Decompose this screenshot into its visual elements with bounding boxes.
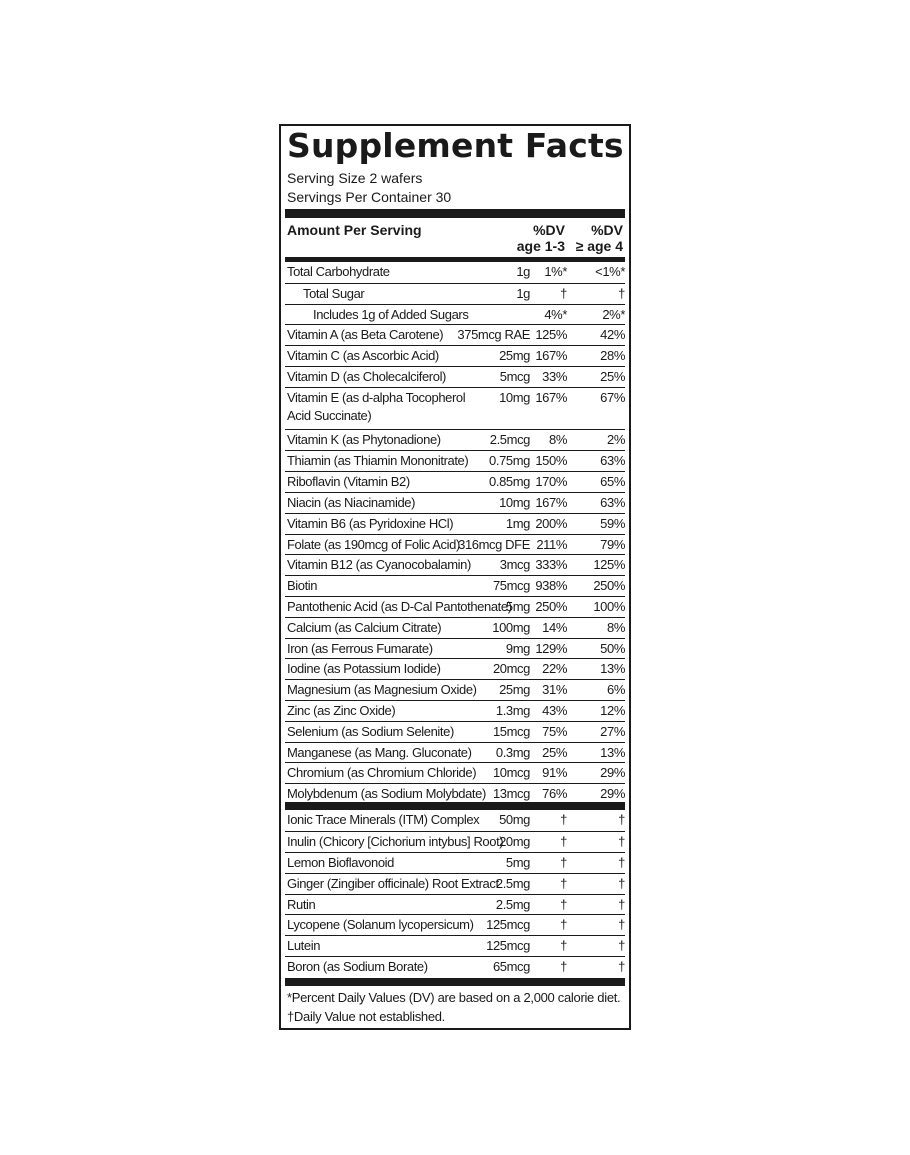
row-dv-age-1-3: †	[560, 855, 567, 870]
row-dv-age-1-3: 43%	[542, 703, 567, 718]
row-dv-age-4: 28%	[600, 348, 625, 363]
section-divider	[285, 802, 625, 810]
row-name: Magnesium (as Magnesium Oxide)	[287, 682, 477, 697]
row-dv-age-4: 42%	[600, 327, 625, 342]
table-row	[285, 956, 625, 979]
row-name: Folate (as 190mcg of Folic Acid)	[287, 537, 460, 552]
row-name: Riboflavin (Vitamin B2)	[287, 474, 410, 489]
row-dv-age-1-3: †	[560, 834, 567, 849]
row-dv-age-1-3: 14%	[542, 620, 567, 635]
row-name: Rutin	[287, 897, 316, 912]
thick-divider	[285, 209, 625, 218]
panel-title: Supplement Facts	[287, 126, 624, 165]
row-dv-age-4: 25%	[600, 369, 625, 384]
row-amount: 1g	[516, 264, 530, 279]
row-dv-age-4: 12%	[600, 703, 625, 718]
row-amount: 25mg	[499, 348, 530, 363]
row-dv-age-4: 250%	[593, 578, 625, 593]
row-dv-age-1-3: †	[560, 812, 567, 827]
amount-per-serving-header: Amount Per Serving	[287, 222, 422, 238]
row-amount: 5mg	[505, 599, 530, 614]
row-dv-age-1-3: 125%	[535, 327, 567, 342]
row-dv-age-1-3: 75%	[542, 724, 567, 739]
row-dv-age-4: 6%	[607, 682, 625, 697]
row-dv-age-1-3: 22%	[542, 661, 567, 676]
table-row	[285, 471, 625, 493]
row-amount: 13mcg	[492, 786, 530, 801]
row-name: Boron (as Sodium Borate)	[287, 959, 428, 974]
row-name: Selenium (as Sodium Selenite)	[287, 724, 454, 739]
row-amount: 5mcg	[499, 369, 530, 384]
table-row	[285, 638, 625, 659]
table-row	[285, 935, 625, 957]
table-row	[285, 721, 625, 743]
table-row	[285, 387, 625, 430]
table-row	[285, 429, 625, 451]
row-name: Zinc (as Zinc Oxide)	[287, 703, 396, 718]
row-name: Includes 1g of Added Sugars	[313, 307, 469, 322]
row-amount: 2.5mcg	[489, 432, 530, 447]
row-name: Niacin (as Niacinamide)	[287, 495, 416, 510]
row-name: Vitamin A (as Beta Carotene)	[287, 327, 444, 342]
row-dv-age-1-3: †	[560, 897, 567, 912]
row-name: Thiamin (as Thiamin Mononitrate)	[287, 453, 469, 468]
row-dv-age-4: <1%*	[595, 264, 625, 279]
table-row	[285, 658, 625, 680]
row-dv-age-1-3: 938%	[535, 578, 567, 593]
row-name: Iodine (as Potassium Iodide)	[287, 661, 441, 676]
row-dv-age-1-3: 167%	[535, 495, 567, 510]
row-dv-age-4: †	[618, 812, 625, 827]
row-amount: 10mg	[499, 390, 530, 405]
row-name: Chromium (as Chromium Chloride)	[287, 765, 477, 780]
table-row	[285, 810, 625, 831]
row-name: Total Sugar	[303, 286, 365, 301]
row-dv-age-4: 27%	[600, 724, 625, 739]
row-amount: 20mcg	[492, 661, 530, 676]
supplement-facts-panel	[279, 124, 631, 1030]
table-row	[285, 534, 625, 555]
row-name-line2: Acid Succinate)	[287, 408, 372, 423]
row-dv-age-1-3: 333%	[535, 557, 567, 572]
row-dv-age-4: †	[618, 855, 625, 870]
row-amount: 125mcg	[486, 917, 530, 932]
row-dv-age-1-3: 129%	[535, 641, 567, 656]
row-dv-age-1-3: 200%	[535, 516, 567, 531]
row-amount: 0.85mg	[489, 474, 530, 489]
row-dv-age-4: 100%	[593, 599, 625, 614]
row-dv-age-4: †	[618, 876, 625, 891]
table-row	[285, 366, 625, 388]
row-dv-age-1-3: 1%*	[544, 264, 567, 279]
row-name: Ionic Trace Minerals (ITM) Complex	[287, 812, 480, 827]
row-name: Vitamin E (as d-alpha Tocopherol	[287, 390, 466, 405]
row-name: Inulin (Chicory [Cichorium intybus] Root)	[287, 834, 504, 849]
row-dv-age-4: 13%	[600, 745, 625, 760]
row-name: Vitamin B6 (as Pyridoxine HCl)	[287, 516, 454, 531]
serving-size: Serving Size 2 wafers	[287, 170, 423, 186]
row-dv-age-4: 50%	[600, 641, 625, 656]
row-dv-age-1-3: †	[560, 938, 567, 953]
row-name: Lycopene (Solanum lycopersicum)	[287, 917, 474, 932]
row-dv-age-4: 29%	[600, 765, 625, 780]
row-dv-age-1-3: †	[560, 917, 567, 932]
row-amount: 50mg	[499, 812, 530, 827]
row-name: Calcium (as Calcium Citrate)	[287, 620, 442, 635]
row-dv-age-4: †	[618, 917, 625, 932]
row-dv-age-1-3: 250%	[535, 599, 567, 614]
row-dv-age-4: 63%	[600, 495, 625, 510]
row-dv-age-4: 13%	[600, 661, 625, 676]
row-amount: 1mg	[505, 516, 530, 531]
row-amount: 375mcg RAE	[457, 327, 530, 342]
table-row	[285, 914, 625, 936]
row-dv-age-1-3: †	[560, 876, 567, 891]
row-dv-age-4: 8%	[607, 620, 625, 635]
row-dv-age-4: 67%	[600, 390, 625, 405]
table-row	[285, 596, 625, 618]
row-amount: 2.5mg	[495, 897, 530, 912]
table-row	[285, 575, 625, 597]
table-row	[285, 894, 625, 915]
row-amount: 10mcg	[492, 765, 530, 780]
table-row	[285, 324, 625, 346]
row-name: Biotin	[287, 578, 318, 593]
table-row	[285, 262, 625, 283]
row-dv-age-4: †	[618, 834, 625, 849]
footnote-dagger: †Daily Value not established.	[287, 1009, 445, 1024]
row-amount: 2.5mg	[495, 876, 530, 891]
row-dv-age-1-3: 25%	[542, 745, 567, 760]
servings-per-container: Servings Per Container 30	[287, 189, 452, 205]
row-dv-age-4: †	[618, 959, 625, 974]
table-row	[285, 617, 625, 639]
row-name: Iron (as Ferrous Fumarate)	[287, 641, 433, 656]
table-row	[285, 783, 625, 803]
row-dv-age-1-3: 31%	[542, 682, 567, 697]
footnote-dv: *Percent Daily Values (DV) are based on a 2,000 calorie diet.	[287, 990, 621, 1005]
row-dv-age-1-3: 4%*	[544, 307, 567, 322]
row-name: Lemon Bioflavonoid	[287, 855, 394, 870]
table-row	[285, 450, 625, 472]
dv-age-4-header: %DV ≥ age 4	[575, 222, 623, 254]
row-amount: 1.3mg	[495, 703, 530, 718]
table-row	[285, 513, 625, 535]
table-row	[285, 283, 625, 305]
row-dv-age-1-3: †	[560, 959, 567, 974]
row-amount: 20mg	[499, 834, 530, 849]
row-amount: 3mcg	[499, 557, 530, 572]
row-dv-age-1-3: 150%	[535, 453, 567, 468]
table-row	[285, 700, 625, 722]
table-row	[285, 762, 625, 784]
table-row	[285, 742, 625, 763]
row-dv-age-4: †	[618, 938, 625, 953]
table-row	[285, 873, 625, 895]
row-dv-age-4: †	[618, 897, 625, 912]
row-dv-age-1-3: 167%	[535, 348, 567, 363]
row-amount: 10mg	[499, 495, 530, 510]
row-dv-age-1-3: 167%	[535, 390, 567, 405]
row-name: Vitamin D (as Cholecalciferol)	[287, 369, 446, 384]
row-dv-age-4: 65%	[600, 474, 625, 489]
row-amount: 1g	[516, 286, 530, 301]
row-amount: 0.3mg	[495, 745, 530, 760]
bottom-divider	[285, 978, 625, 986]
table-row	[285, 345, 625, 367]
dv-age-1-3-header: %DV age 1-3	[516, 222, 565, 254]
row-amount: 25mg	[499, 682, 530, 697]
row-dv-age-1-3: 91%	[542, 765, 567, 780]
row-name: Vitamin B12 (as Cyanocobalamin)	[287, 557, 471, 572]
row-dv-age-4: 2%*	[602, 307, 625, 322]
row-name: Lutein	[287, 938, 321, 953]
row-dv-age-1-3: 76%	[542, 786, 567, 801]
table-row	[285, 852, 625, 874]
row-dv-age-4: 63%	[600, 453, 625, 468]
row-amount: 75mcg	[492, 578, 530, 593]
row-amount: 316mcg DFE	[458, 537, 530, 552]
row-dv-age-4: †	[618, 286, 625, 301]
row-name: Ginger (Zingiber officinale) Root Extract	[287, 876, 499, 891]
row-dv-age-1-3: 8%	[549, 432, 567, 447]
table-row	[285, 831, 625, 853]
row-amount: 15mcg	[492, 724, 530, 739]
row-dv-age-1-3: †	[560, 286, 567, 301]
row-amount: 125mcg	[486, 938, 530, 953]
table-row	[285, 304, 625, 325]
row-name: Manganese (as Mang. Gluconate)	[287, 745, 472, 760]
row-amount: 9mg	[505, 641, 530, 656]
row-name: Vitamin C (as Ascorbic Acid)	[287, 348, 439, 363]
row-dv-age-4: 29%	[600, 786, 625, 801]
row-dv-age-4: 79%	[600, 537, 625, 552]
row-dv-age-4: 59%	[600, 516, 625, 531]
row-name: Total Carbohydrate	[287, 264, 390, 279]
row-amount: 5mg	[505, 855, 530, 870]
row-amount: 65mcg	[492, 959, 530, 974]
row-dv-age-1-3: 211%	[536, 537, 567, 552]
row-dv-age-4: 125%	[593, 557, 625, 572]
table-row	[285, 679, 625, 701]
row-name: Vitamin K (as Phytonadione)	[287, 432, 441, 447]
row-dv-age-1-3: 33%	[542, 369, 567, 384]
row-amount: 100mg	[492, 620, 530, 635]
row-amount: 0.75mg	[489, 453, 530, 468]
row-dv-age-1-3: 170%	[535, 474, 567, 489]
table-row	[285, 492, 625, 514]
table-row	[285, 554, 625, 576]
row-name: Pantothenic Acid (as D-Cal Pantothenate)	[287, 599, 512, 614]
row-name: Molybdenum (as Sodium Molybdate)	[287, 786, 486, 801]
row-dv-age-4: 2%	[607, 432, 625, 447]
